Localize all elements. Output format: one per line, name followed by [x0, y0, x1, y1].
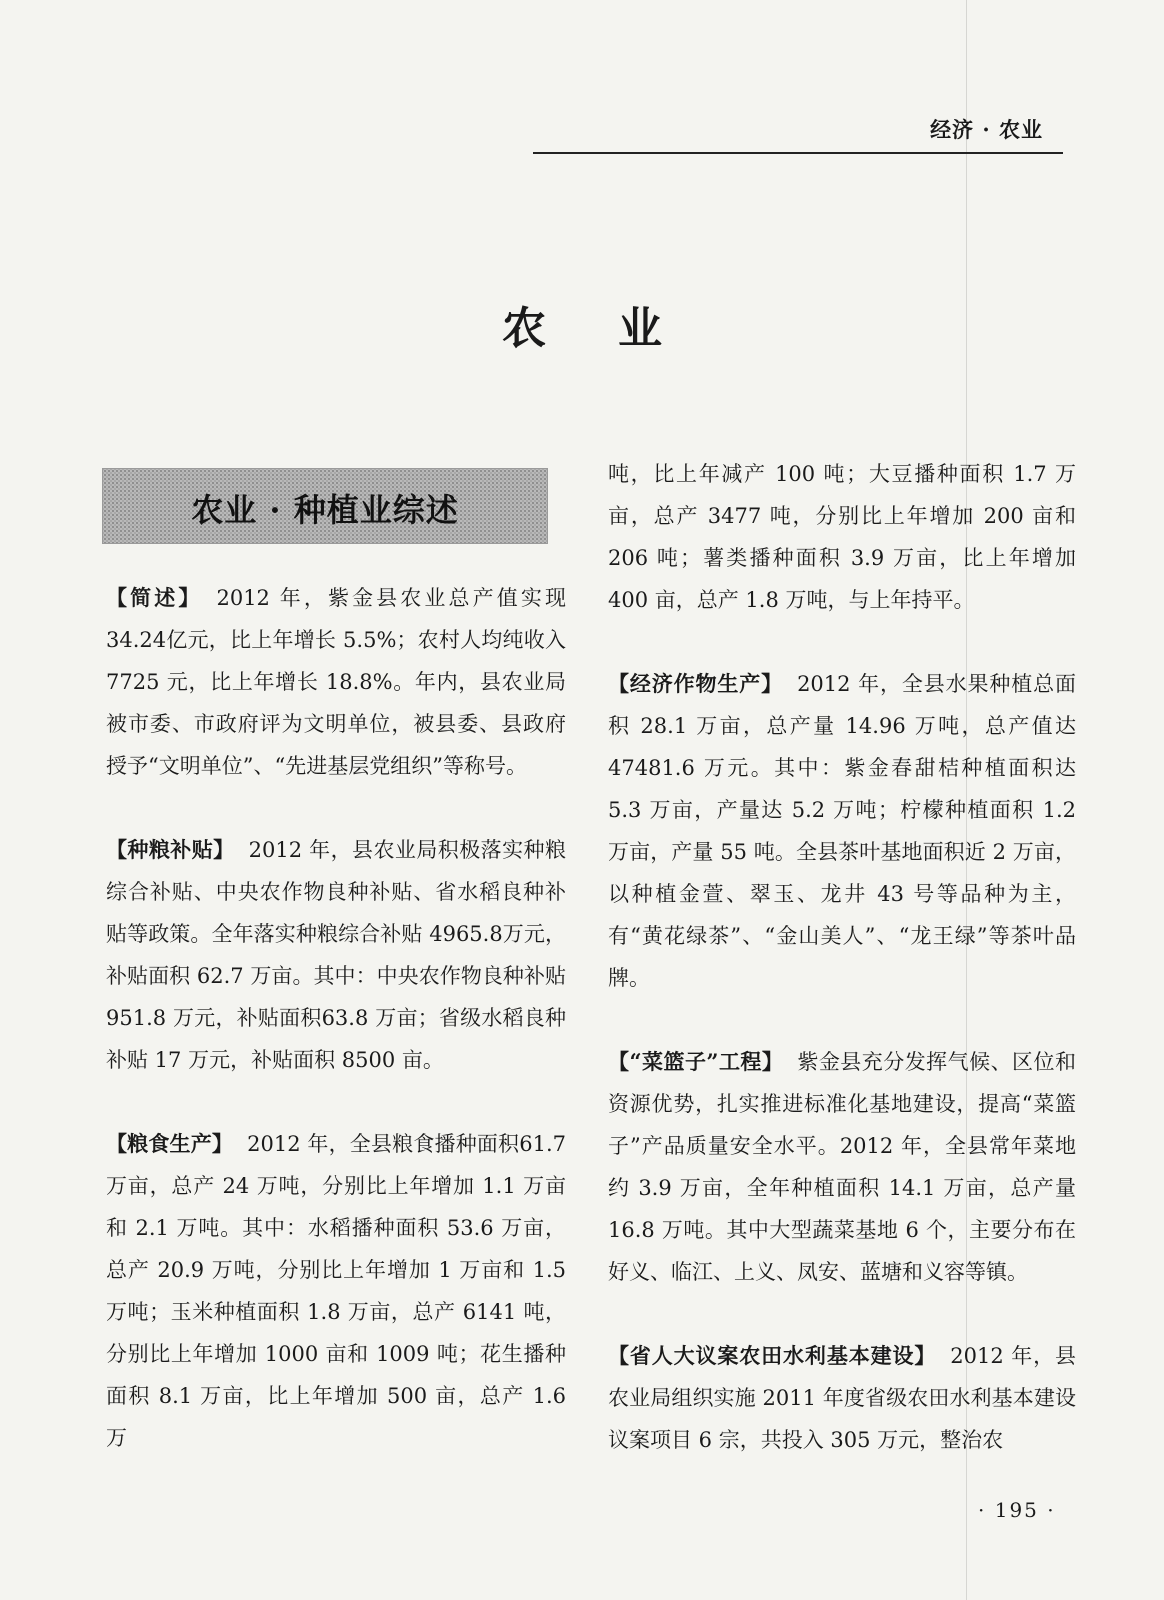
- paragraph-grain-production: [106, 1123, 566, 1459]
- running-header-text: 经济 · 农业: [930, 117, 1043, 142]
- paragraph-body: 2012 年，县农业局积极落实种粮综合补贴、中央农作物良种补贴、省水稻良种补贴等政策。全年落实种粮综合补贴 4965.8万元，补贴面积 62.7 万亩。其中：中央农作物良种补贴951.8 万元，补贴面积63.8 万亩；省级水稻良种补贴 17 万元，补贴面积 8500 亩。: [106, 838, 566, 1072]
- section-heading-box: [102, 468, 548, 544]
- left-column: [106, 577, 566, 1501]
- paragraph-body: 2012 年，全县水果种植总面积 28.1 万亩，总产量 14.96 万吨，总产值达 47481.6 万元。其中：紫金春甜桔种植面积达 5.3 万亩，产量达 5.2 万吨；柠檬种植面积 1.2 万亩，产量 55 吨。全县茶叶基地面积近 2 万亩，以种植金萱、翠玉、龙井 43 号等品种为主，有“黄花绿茶”、“金山美人”、“龙王绿”等茶叶品牌。: [608, 672, 1076, 990]
- paragraph-heading: 【经济作物生产】: [608, 671, 784, 696]
- paragraph-body: 吨，比上年减产 100 吨；大豆播种面积 1.7 万亩，总产 3477 吨，分别比上年增加 200 亩和 206 吨；薯类播种面积 3.9 万亩，比上年增加 400 亩，总产 1.8 万吨，与上年持平。: [608, 462, 1076, 612]
- paragraph-heading: 【种粮补贴】: [106, 837, 235, 862]
- paragraph-vegetable-basket: [608, 1041, 1076, 1293]
- page-number: · 195 ·: [978, 1498, 1056, 1522]
- paragraph-body: 紫金县充分发挥气候、区位和资源优势，扎实推进标准化基地建设，提高“菜篮子”产品质量安全水平。2012 年，全县常年菜地约 3.9 万亩，全年种植面积 14.1 万亩，总产量 16.8 万吨。其中大型蔬菜基地 6 个，主要分布在好义、临江、上义、凤安、蓝塘和义容等镇。: [608, 1050, 1076, 1284]
- right-column: [608, 453, 1076, 1503]
- running-header: [533, 108, 1063, 154]
- paragraph-irrigation: [608, 1335, 1076, 1461]
- paragraph-heading: 【“菜篮子”工程】: [608, 1049, 784, 1074]
- paragraph-grain-subsidy: [106, 829, 566, 1081]
- paragraph-body: 2012 年，全县粮食播种面积61.7 万亩，总产 24 万吨，分别比上年增加 1.1 万亩和 2.1 万吨。其中：水稻播种面积 53.6 万亩，总产 20.9 万吨，分别比上年增加 1 万亩和 1.5 万吨；玉米种植面积 1.8 万亩，总产 6141 吨，分别比上年增加 1000 亩和 1009 吨；花生播种面积 8.1 万亩，比上年增加 500 亩，总产 1.6 万: [106, 1132, 566, 1450]
- paragraph-heading: 【简述】: [106, 585, 203, 610]
- page-title: 农业: [502, 303, 734, 354]
- paragraph-heading: 【省人大议案农田水利基本建设】: [608, 1343, 937, 1368]
- paragraph-body: 2012 年，县农业局组织实施 2011 年度省级农田水利基本建设议案项目 6 宗，共投入 305 万元，整治农: [608, 1344, 1076, 1452]
- paragraph-body: 2012 年，紫金县农业总产值实现 34.24亿元，比上年增长 5.5%；农村人均纯收入 7725 元，比上年增长 18.8%。年内，县农业局被市委、市政府评为文明单位，被县委、县政府授予“文明单位”、“先进基层党组织”等称号。: [106, 586, 566, 778]
- section-title: 农业 · 种植业综述: [191, 491, 459, 529]
- paragraph-overview: [106, 577, 566, 787]
- paragraph-grain-production-continued: [608, 453, 1076, 621]
- paragraph-cash-crops: [608, 663, 1076, 999]
- paragraph-heading: 【粮食生产】: [106, 1131, 234, 1156]
